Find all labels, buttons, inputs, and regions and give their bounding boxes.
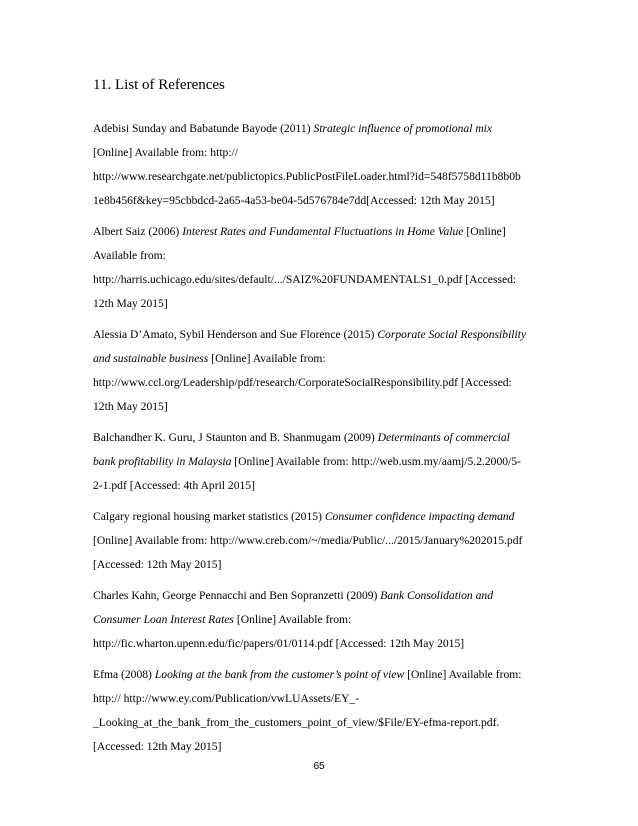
reference-title: and sustainable business xyxy=(93,352,209,365)
reference-text: Balchandher K. Guru, J Staunton and B. Shanmugam (2009) xyxy=(93,431,378,444)
reference-line xyxy=(93,663,568,687)
reference-text: [Online] Available from: xyxy=(404,668,522,681)
reference-text: 12th May 2015] xyxy=(93,400,168,413)
reference-line xyxy=(93,450,568,474)
reference-line xyxy=(93,553,568,577)
reference-line xyxy=(93,371,568,395)
reference-line xyxy=(93,711,568,735)
reference-title: Looking at the bank from the customer’s point of view xyxy=(154,668,405,681)
reference-title: Corporate Social Responsibility xyxy=(377,328,527,341)
reference-entry xyxy=(93,505,568,577)
reference-line xyxy=(93,735,568,759)
reference-text: 2-1.pdf [Accessed: 4th April 2015] xyxy=(93,479,255,492)
reference-line xyxy=(93,165,568,189)
reference-line xyxy=(93,584,568,608)
reference-text: [Accessed: 12th May 2015] xyxy=(93,740,222,753)
reference-text: Adebisi Sunday and Babatunde Bayode (2011) xyxy=(93,122,314,135)
reference-line xyxy=(93,244,568,268)
reference-entry xyxy=(93,584,568,656)
reference-line xyxy=(93,529,568,553)
reference-title: Consumer Loan Interest Rates xyxy=(93,613,234,626)
reference-text: [Online] xyxy=(463,225,506,238)
reference-line xyxy=(93,117,568,141)
reference-text: http://www.researchgate.net/publictopics.PublicPostFileLoader.html?id=548f5758d11b8b0b xyxy=(93,170,521,183)
reference-text: 1e8b456f&key=95cbbdcd-2a65-4a53-be04-5d576784e7dd[Accessed: 12th May 2015] xyxy=(93,194,495,207)
reference-text: [Online] Available from: xyxy=(208,352,326,365)
reference-entry xyxy=(93,220,568,316)
reference-entry xyxy=(93,117,568,213)
reference-title: Strategic influence of promotional mix xyxy=(313,122,493,135)
reference-text: Charles Kahn, George Pennacchi and Ben Sopranzetti (2009) xyxy=(93,589,381,602)
reference-text: http:// http://www.ey.com/Publication/vwLUAssets/EY_- xyxy=(93,692,360,705)
reference-title: bank profitability in Malaysia xyxy=(93,455,232,468)
reference-text: [Online] Available from: http:// xyxy=(93,146,238,159)
reference-text: [Online] Available from: http://web.usm.my/aamj/5.2.2000/5- xyxy=(231,455,521,468)
reference-line xyxy=(93,220,568,244)
reference-line xyxy=(93,292,568,316)
reference-text: Available from: xyxy=(93,249,166,262)
reference-text: [Online] Available from: http://www.creb.com/~/media/Public/.../2015/January%202015.pdf xyxy=(93,534,523,547)
reference-text: Efma (2008) xyxy=(93,668,155,681)
reference-line xyxy=(93,323,568,347)
reference-text: http://www.ccl.org/Leadership/pdf/research/CorporateSocialResponsibility.pdf [Accessed: xyxy=(93,376,512,389)
reference-list xyxy=(93,117,568,766)
reference-text: http://harris.uchicago.edu/sites/default/.../SAIZ%20FUNDAMENTALS1_0.pdf [Accessed: xyxy=(93,273,517,286)
reference-line xyxy=(93,505,568,529)
reference-text: Alessia D’Amato, Sybil Henderson and Sue Florence (2015) xyxy=(93,328,378,341)
reference-text: [Online] Available from: xyxy=(233,613,352,626)
reference-text: Calgary regional housing market statistics (2015) xyxy=(93,510,325,523)
reference-text: http://fic.wharton.upenn.edu/fic/papers/01/0114.pdf [Accessed: 12th May 2015] xyxy=(93,637,465,650)
reference-text: [Accessed: 12th May 2015] xyxy=(93,558,222,571)
reference-text: _Looking_at_the_bank_from_the_customers_point_of_view/$File/EY-efma-report.pdf. xyxy=(93,716,500,729)
reference-line xyxy=(93,474,568,498)
reference-line xyxy=(93,632,568,656)
reference-line xyxy=(93,141,568,165)
page-number: 65 xyxy=(313,761,325,772)
reference-title: Bank Consolidation and xyxy=(380,589,494,602)
reference-title: Interest Rates and Fundamental Fluctuations in Home Value xyxy=(182,225,464,238)
reference-text: Albert Saiz (2006) xyxy=(93,225,183,238)
reference-line xyxy=(93,347,568,371)
reference-line xyxy=(93,608,568,632)
reference-title: Determinants of commercial xyxy=(377,431,510,444)
reference-entry xyxy=(93,323,568,419)
reference-line xyxy=(93,268,568,292)
section-heading: 11. List of References xyxy=(93,77,225,93)
reference-text: 12th May 2015] xyxy=(93,297,168,310)
reference-entry xyxy=(93,426,568,498)
reference-line xyxy=(93,687,568,711)
reference-line xyxy=(93,189,568,213)
reference-entry xyxy=(93,663,568,759)
reference-line xyxy=(93,395,568,419)
reference-title: Consumer confidence impacting demand xyxy=(324,510,515,523)
reference-line xyxy=(93,426,568,450)
